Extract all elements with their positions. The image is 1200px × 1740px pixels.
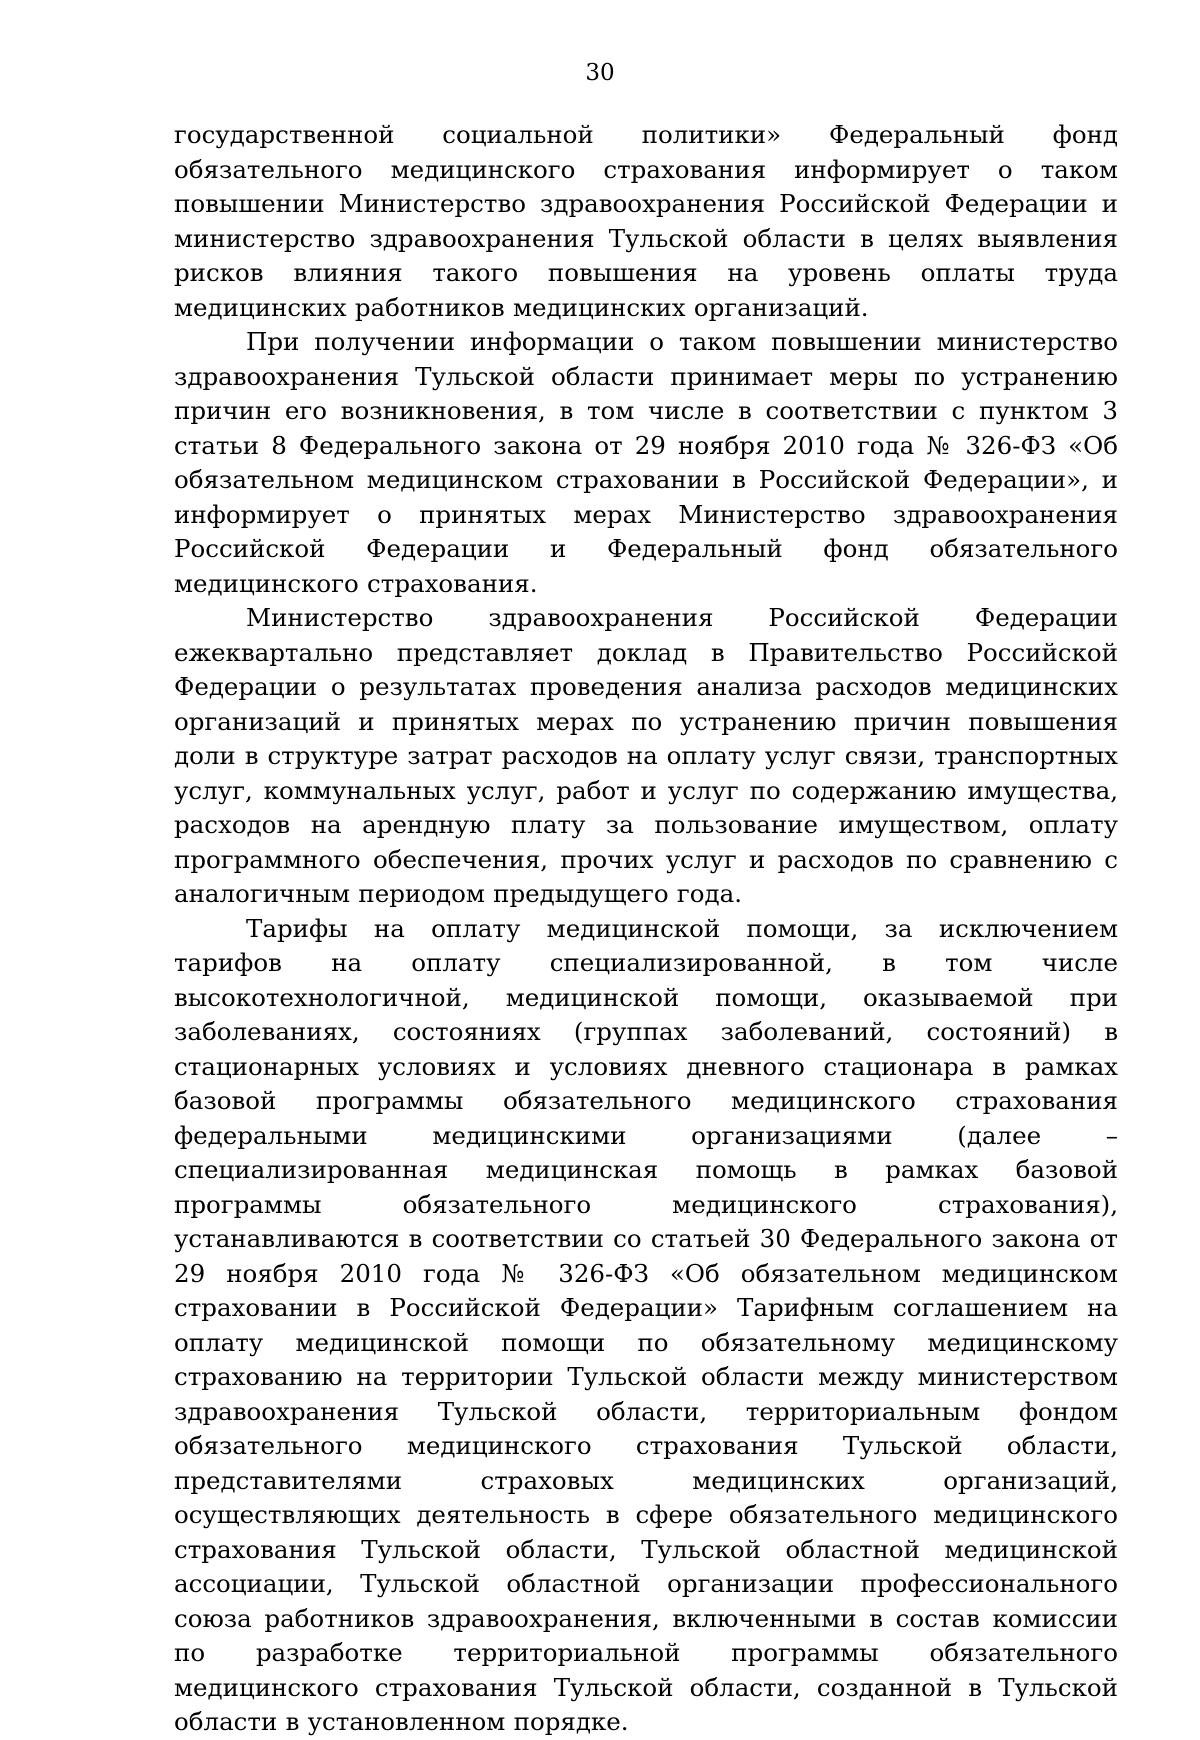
- paragraph-continuation: государственной социальной политики» Федеральный фонд обязательного медицинского страхования информирует о таком повышении Министерство здравоохранения Российской Федерации и министерство здравоохранения Тульской области в целях выявления рисков влияния такого повышения на уровень оплаты труда медицинских работников медицинских организаций.: [174, 120, 1118, 322]
- paragraph-tariffs: Тарифы на оплату медицинской помощи, за исключением тарифов на оплату специализированной, в том числе высокотехнологичной, медицинской помощи, оказываемой при заболеваниях, состояниях (группах заболеваний, состояний) в стационарных условиях и условиях дневного стационара в рамках базовой программы обязательного медицинского страхования федеральными медицинскими организациями (далее – специализированная медицинская помощь в рамках базовой программы обязательного медицинского страхования), устанавливаются в соответствии со статьей 30 Федерального закона от 29 ноября 2010 года № 326-ФЗ «Об обязательном медицинском страховании в Российской Федерации» Тарифным соглашением на оплату медицинской помощи по обязательному медицинскому страхованию на территории Тульской области между министерством здравоохранения Тульской области, территориальным фондом обязательного медицинского страхования Тульской области, представителями страховых медицинских организаций, осуществляющих деятельность в сфере обязательного медицинского страхования Тульской области, Тульской областной медицинской ассоциации, Тульской областной организации профессионального союза работников здравоохранения, включенными в состав комиссии по разработке территориальной программы обязательного медицинского страхования Тульской области, созданной в Тульской области в установленном порядке.: [174, 913, 1118, 1736]
- paragraph-measures: При получении информации о таком повышении министерство здравоохранения Тульской области принимает меры по устранению причин его возникновения, в том числе в соответствии с пунктом 3 статьи 8 Федерального закона от 29 ноября 2010 года № 326-ФЗ «Об обязательном медицинском страховании в Российской Федерации», и информирует о принятых мерах Министерство здравоохранения Российской Федерации и Федеральный фонд обязательного медицинского страхования.: [174, 327, 1118, 598]
- page-number: 30: [585, 60, 615, 86]
- document-body: [174, 118, 1118, 1740]
- paragraph-quarterly-report: Министерство здравоохранения Российской Федерации ежеквартально представляет доклад в Правительство Российской Федерации о результатах проведения анализа расходов медицинских организаций и принятых мерах по устранению причин повышения доли в структуре затрат расходов на оплату услуг связи, транспортных услуг, коммунальных услуг, работ и услуг по содержанию имущества, расходов на арендную плату за пользование имуществом, оплату программного обеспечения, прочих услуг и расходов по сравнению с аналогичным периодом предыдущего года.: [174, 603, 1118, 908]
